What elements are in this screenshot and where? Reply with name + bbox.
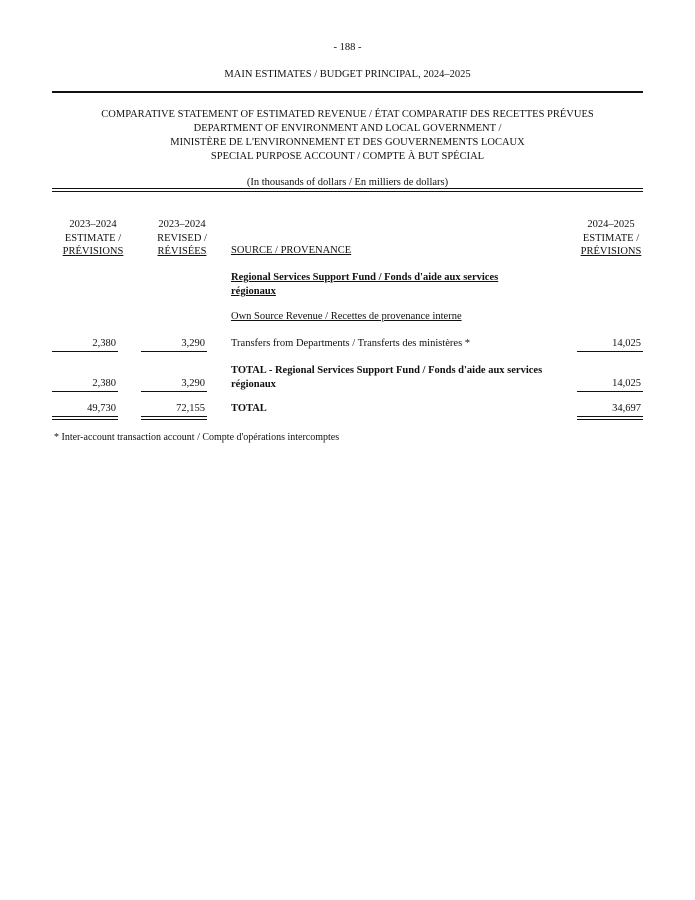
fund-total-revised-2023: 3,290 <box>181 378 205 389</box>
grand-total-revised-2023: 72,155 <box>176 403 205 414</box>
grand-total-estimate-2024: 34,697 <box>612 403 641 414</box>
transfers-label: Transfers from Departments / Transferts des ministères * <box>231 338 471 349</box>
col-estimate-2024-header <box>568 218 654 259</box>
fund-total-estimate-2023: 2,380 <box>92 378 116 389</box>
fund-heading-line-1: Regional Services Support Fund / Fonds d'aide aux services <box>231 272 499 283</box>
col-revised-2023-year: 2023–2024 <box>158 219 206 230</box>
col-source-header: SOURCE / PROVENANCE <box>231 245 352 256</box>
header-rule <box>52 91 643 93</box>
fund-total-label-line-2: régionaux <box>231 379 276 390</box>
fund-total-rule-col2 <box>141 391 207 392</box>
table-top-rule-2 <box>52 191 643 192</box>
running-header: MAIN ESTIMATES / BUDGET PRINCIPAL, 2024–2025 <box>224 69 471 80</box>
fund-total-label-line-1: TOTAL - Regional Services Support Fund / Fonds d'aide aux services <box>231 365 543 376</box>
table-top-rule-1 <box>52 188 643 189</box>
footnote: * Inter-account transaction account / Compte d'opérations intercomptes <box>54 432 340 443</box>
col-estimate-2023-label-fr: PRÉVISIONS <box>62 246 124 257</box>
fund-total-estimate-2024: 14,025 <box>612 378 641 389</box>
transfers-rule-col1 <box>52 351 118 352</box>
col-revised-2023-label: REVISED / <box>157 232 207 244</box>
col-estimate-2023-label: ESTIMATE / <box>64 232 122 244</box>
units-note: (In thousands of dollars / En milliers de dollars) <box>246 177 449 188</box>
grand-total-rule-col4-a <box>577 416 643 417</box>
col-estimate-2023-year: 2023–2024 <box>69 219 117 230</box>
own-source-subheading: Own Source Revenue / Recettes de provenance interne <box>231 311 462 322</box>
title-line-1: COMPARATIVE STATEMENT OF ESTIMATED REVENUE / ÉTAT COMPARATIF DES RECETTES PRÉVUES <box>101 109 594 120</box>
transfers-revised-2023: 3,290 <box>181 338 205 349</box>
grand-total-rule-col4-b <box>577 419 643 420</box>
fund-total-label <box>231 364 542 392</box>
grand-total-estimate-2023: 49,730 <box>87 403 116 414</box>
transfers-estimate-2024: 14,025 <box>612 338 641 349</box>
transfers-rule-col4 <box>577 351 643 352</box>
grand-total-rule-col1-b <box>52 419 118 420</box>
grand-total-rule-col2-b <box>141 419 207 420</box>
grand-total-rule-col1-a <box>52 416 118 417</box>
grand-total-label: TOTAL <box>231 403 267 414</box>
col-estimate-2024-year: 2024–2025 <box>587 219 635 230</box>
grand-total-rule-col2-a <box>141 416 207 417</box>
col-estimate-2023-header <box>50 218 136 259</box>
page-number: - 188 - <box>333 42 362 53</box>
col-revised-2023-label-fr: RÉVISÉES <box>157 246 207 257</box>
col-estimate-2024-label-fr: PRÉVISIONS <box>580 246 642 257</box>
transfers-estimate-2023: 2,380 <box>92 338 116 349</box>
fund-heading <box>231 271 498 299</box>
title-line-4: SPECIAL PURPOSE ACCOUNT / COMPTE À BUT SPÉCIAL <box>210 151 485 162</box>
title-line-3: MINISTÈRE DE L'ENVIRONNEMENT ET DES GOUVERNEMENTS LOCAUX <box>170 137 525 148</box>
fund-total-rule-col4 <box>577 391 643 392</box>
title-line-2: DEPARTMENT OF ENVIRONMENT AND LOCAL GOVERNMENT / <box>193 123 502 134</box>
transfers-rule-col2 <box>141 351 207 352</box>
col-revised-2023-header <box>139 218 225 259</box>
fund-heading-line-2: régionaux <box>231 286 276 297</box>
fund-total-rule-col1 <box>52 391 118 392</box>
col-estimate-2024-label: ESTIMATE / <box>582 232 640 244</box>
